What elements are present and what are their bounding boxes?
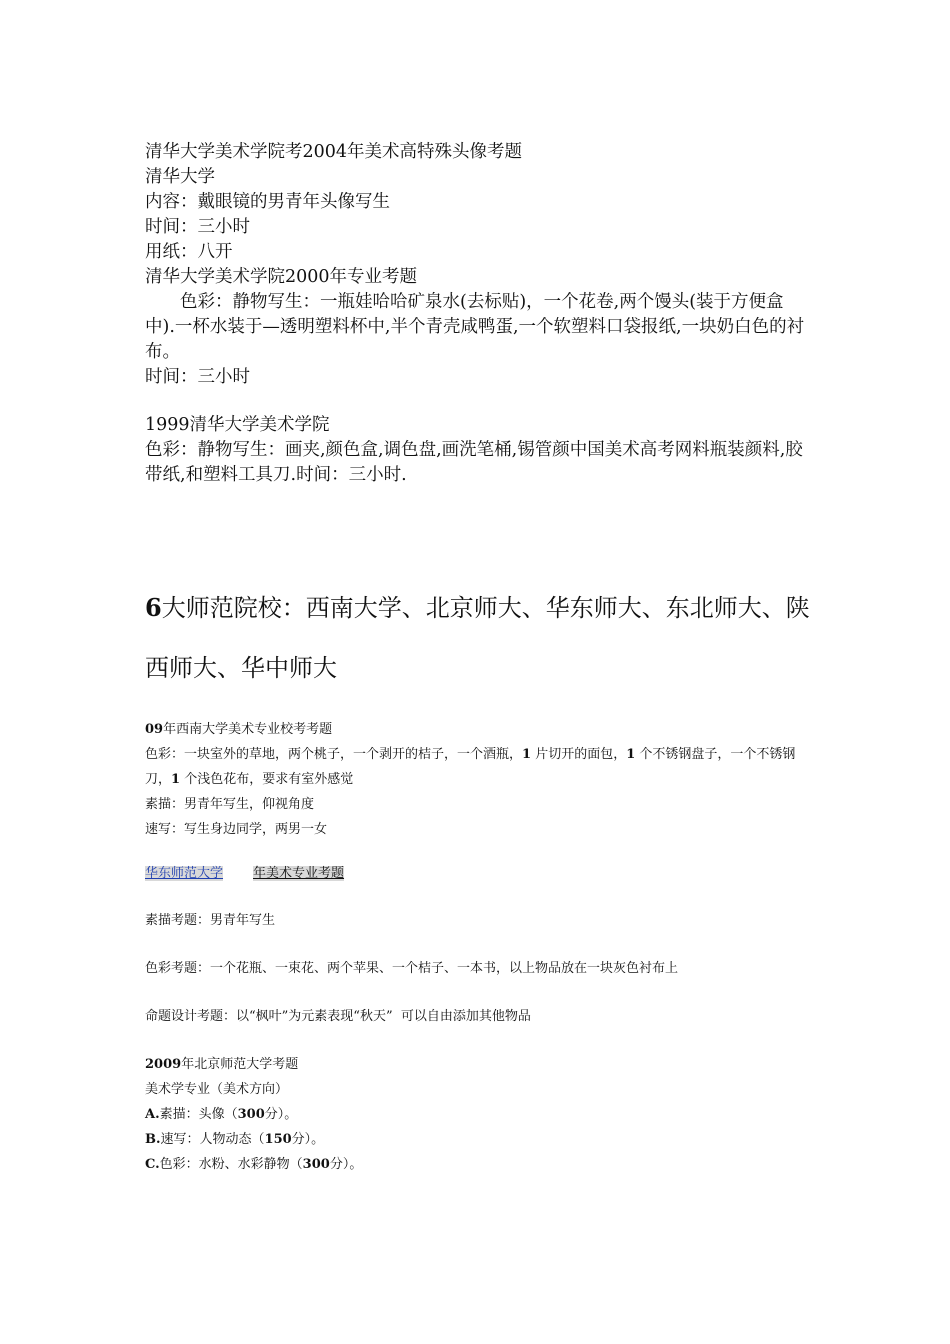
tsinghua-section: [145, 140, 813, 390]
text-line: 清华大学: [145, 167, 215, 187]
swu-section: [145, 717, 813, 842]
swu-title: 09年西南大学美术专业校考考题: [145, 722, 333, 737]
tsinghua-1999-section: [145, 413, 813, 488]
bnu-title: 2009年北京师范大学考题: [145, 1057, 299, 1072]
bnu-item-b: B.速写：人物动态（150分）。: [145, 1132, 325, 1147]
time-line: 时间：三小时: [145, 367, 250, 387]
swu-color: 色彩：一块室外的草地，两个桃子，一个剥开的桔子，一个酒瓶，1 片切开的面包，1 个不锈钢盘子，一个不锈钢刀，1 个浅色花布，要求有室外感觉: [145, 747, 796, 787]
text-line: 清华大学美术学院考2004年美术高特殊头像考题: [145, 142, 523, 162]
swu-sketch: 素描：男青年写生，仰视角度: [145, 797, 315, 812]
text-line: 清华大学美术学院2000年专业考题: [145, 267, 418, 287]
text-line: 内容：戴眼镜的男青年头像写生: [145, 192, 390, 212]
color-paragraph: 色彩：静物写生：画夹,颜色盒,调色盘,画洗笔桶,锡管颜中国美术高考网料瓶装颜料,胶带纸,和塑料工具刀.时间：三小时.: [145, 440, 803, 485]
bnu-section: [145, 1052, 813, 1177]
section-heading: [145, 578, 813, 698]
swu-quick-sketch: 速写：写生身边同学，两男一女: [145, 822, 328, 837]
section-title: 1999清华大学美术学院: [145, 415, 330, 435]
ecnu-link[interactable]: 华东师范大学: [145, 866, 224, 881]
text-line: 用纸：八开: [145, 242, 233, 262]
heading-number: 6: [145, 593, 162, 622]
text-line: 时间：三小时: [145, 217, 250, 237]
ecnu-link-suffix: 年美术专业考题: [253, 866, 345, 881]
ecnu-title-row: [145, 865, 813, 883]
bnu-major: 美术学专业（美术方向）: [145, 1082, 289, 1097]
ecnu-color: 色彩考题：一个花瓶、一束花、两个苹果、一个桔子、一本书，以上物品放在一块灰色衬布上: [145, 961, 679, 976]
heading-text: 大师范院校：西南大学、北京师大、华东师大、东北师大、陕西师大、华中师大: [145, 594, 810, 682]
color-paragraph: 色彩：静物写生：一瓶娃哈哈矿泉水(去标贴)，一个花卷,两个馒头(装于方便盒中).一杯水装于—透明塑料杯中,半个青壳咸鸭蛋,一个软塑料口袋报纸,一块奶白色的衬布。: [145, 292, 805, 362]
ecnu-design: 命题设计考题：以“枫叶”为元素表现“秋天” 可以自由添加其他物品: [145, 1009, 531, 1024]
ecnu-sketch: 素描考题：男青年写生: [145, 913, 276, 928]
bnu-item-c: C.色彩：水粉、水彩静物（300分）。: [145, 1157, 363, 1172]
bnu-item-a: A.素描：头像（300分）。: [145, 1107, 298, 1122]
